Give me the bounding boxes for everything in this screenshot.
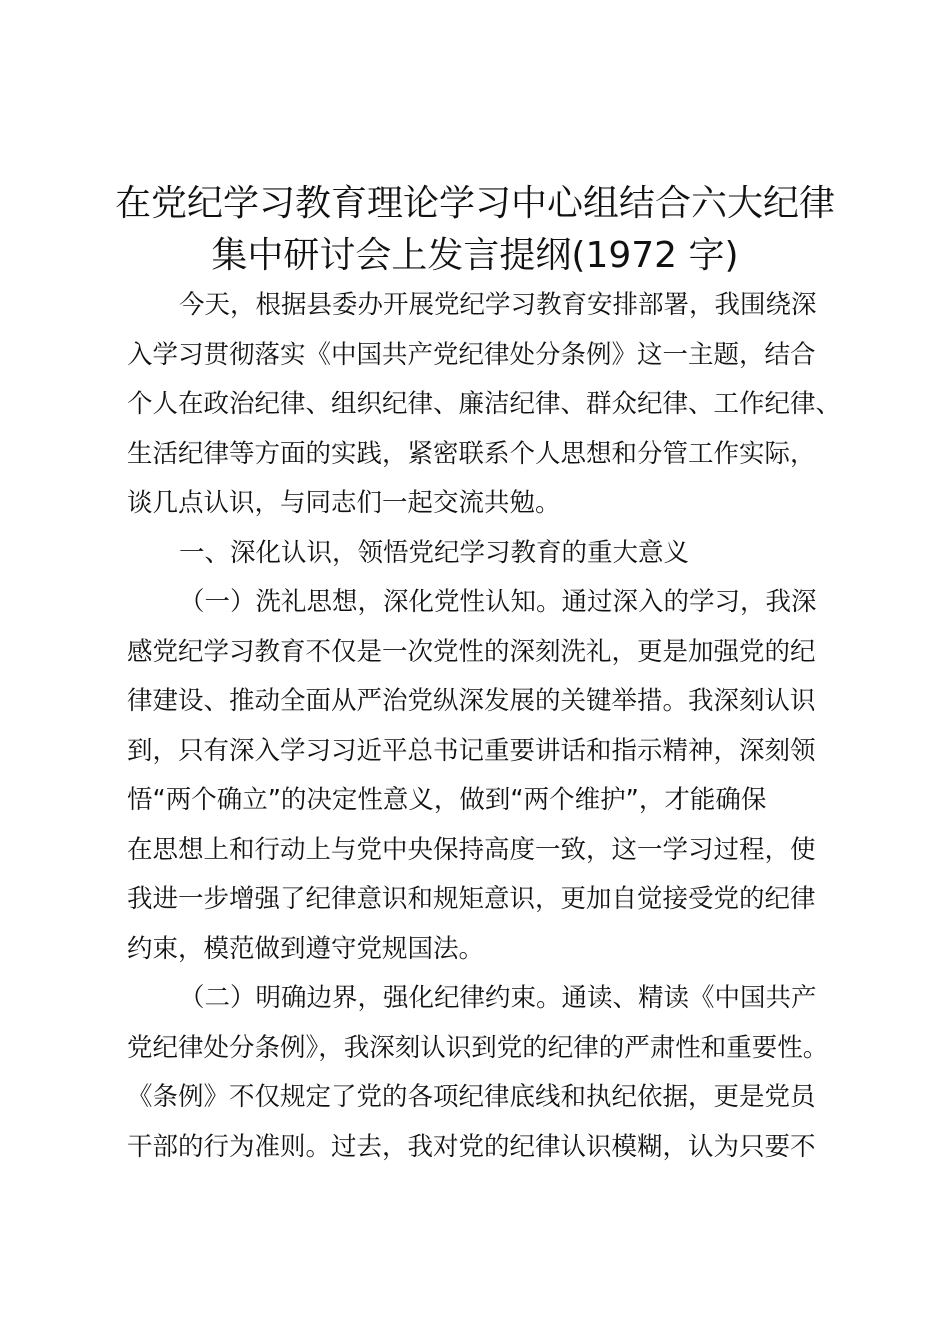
title-line-1: 在党纪学习教育理论学习中心组结合六大纪律 (114, 183, 835, 224)
text-line: 生活纪律等方面的实践，紧密联系个人思想和分管工作实际， (127, 438, 816, 469)
text-line: 我进一步增强了纪律意识和规矩意识，更加自觉接受党的纪律 (127, 884, 816, 914)
text-line: 约束，模范做到遵守党规国法。 (127, 933, 485, 964)
text-line: 今天，根据县委办开展党纪学习教育安排部署，我围绕深 (179, 290, 817, 320)
text-line: （二）明确边界，强化纪律约束。通读、精读《中国共产 (179, 983, 817, 1013)
text-line: 感党纪学习教育不仅是一次党性的深刻洗礼，更是加强党的纪 (127, 636, 816, 667)
paragraph-section-1-1 (127, 578, 847, 974)
text-line: 谈几点认识，与同志们一起交流共勉。 (127, 488, 561, 518)
document-title (100, 178, 850, 282)
paragraph-intro (127, 281, 847, 529)
text-line: 《条例》不仅规定了党的各项纪律底线和执纪依据，更是党员 (127, 1082, 816, 1112)
text-line: 党纪律处分条例》，我深刻认识到党的纪律的严肃性和重要性。 (127, 1032, 829, 1063)
paragraph-section-1-2 (127, 974, 847, 1172)
text-line: 干部的行为准则。过去，我对党的纪律认识模糊，认为只要不 (127, 1131, 816, 1162)
text-line: 个人在政治纪律、组织纪律、廉洁纪律、群众纪律、工作纪律、 (127, 389, 842, 419)
text-line: 入学习贯彻落实《中国共产党纪律处分条例》这一主题，结合 (127, 339, 816, 370)
text-line: 悟“两个确立”的决定性意义，做到“两个维护”，才能确保 (127, 785, 767, 815)
heading-line: 一、深化认识，领悟党纪学习教育的重大意义 (179, 537, 690, 568)
section-heading-1 (127, 529, 847, 579)
text-line: 在思想上和行动上与党中央保持高度一致，这一学习过程，使 (127, 834, 816, 865)
text-line: 律建设、推动全面从严治党纵深发展的关键举措。我深刻认识 (127, 686, 816, 716)
text-line: 到，只有深入学习习近平总书记重要讲话和指示精神，深刻领 (127, 735, 816, 766)
text-line: （一）洗礼思想，深化党性认知。通过深入的学习，我深 (179, 587, 817, 617)
document-body (127, 281, 847, 1172)
title-line-2: 集中研讨会上发言提纲(1972 字) (211, 235, 739, 276)
